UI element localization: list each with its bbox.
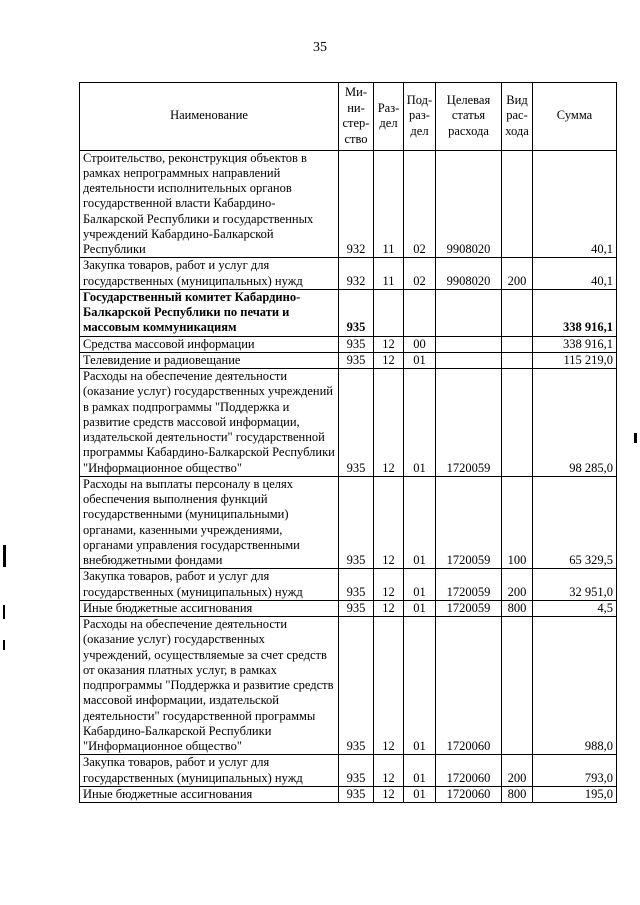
cell-subsection: 02 xyxy=(404,258,436,290)
cell-subsection: 02 xyxy=(404,150,436,258)
table-row xyxy=(80,476,617,569)
cell-sum: 98 285,0 xyxy=(533,369,617,477)
cell-target xyxy=(436,352,502,368)
cell-name: Государственный комитет Кабардино-Балкарской Республики по печати и массовым коммуникациям xyxy=(80,289,339,336)
cell-name: Строительство, реконструкция объектов в рамках непрограммных направлений деятельности исполнительных органов государственной власти Кабардино-Балкарской Республики и государственных учреждений Кабардино-Балкарской Республики xyxy=(80,150,339,258)
cell-sum: 115 219,0 xyxy=(533,352,617,368)
cell-subsection xyxy=(404,289,436,336)
cell-subsection: 00 xyxy=(404,336,436,352)
cell-ministry: 932 xyxy=(339,150,374,258)
header-ministry: Ми-ни-стер-ство xyxy=(339,83,374,151)
cell-type: 100 xyxy=(502,476,533,569)
cell-type xyxy=(502,617,533,755)
cell-target: 9908020 xyxy=(436,258,502,290)
cell-target: 1720059 xyxy=(436,369,502,477)
cell-sum: 40,1 xyxy=(533,150,617,258)
header-section: Раз-дел xyxy=(374,83,404,151)
cell-subsection: 01 xyxy=(404,569,436,601)
cell-section: 12 xyxy=(374,755,404,787)
cell-ministry: 935 xyxy=(339,786,374,802)
header-sum: Сумма xyxy=(533,83,617,151)
cell-name: Иные бюджетные ассигнования xyxy=(80,786,339,802)
cell-sum: 988,0 xyxy=(533,617,617,755)
header-target: Целевая статья расхода xyxy=(436,83,502,151)
cell-target: 1720060 xyxy=(436,786,502,802)
cell-name: Телевидение и радиовещание xyxy=(80,352,339,368)
scan-mark xyxy=(3,605,5,619)
cell-ministry: 935 xyxy=(339,617,374,755)
cell-subsection: 01 xyxy=(404,617,436,755)
cell-section: 12 xyxy=(374,369,404,477)
cell-ministry: 935 xyxy=(339,289,374,336)
cell-sum: 793,0 xyxy=(533,755,617,787)
cell-ministry: 935 xyxy=(339,336,374,352)
cell-subsection: 01 xyxy=(404,476,436,569)
cell-target: 1720059 xyxy=(436,569,502,601)
scan-mark xyxy=(3,545,6,567)
cell-subsection: 01 xyxy=(404,786,436,802)
cell-ministry: 935 xyxy=(339,369,374,477)
cell-target: 1720059 xyxy=(436,600,502,616)
cell-type xyxy=(502,289,533,336)
cell-section: 12 xyxy=(374,569,404,601)
cell-name: Закупка товаров, работ и услуг для государственных (муниципальных) нужд xyxy=(80,569,339,601)
table-row xyxy=(80,258,617,290)
cell-sum: 338 916,1 xyxy=(533,336,617,352)
scan-mark xyxy=(3,640,5,650)
cell-sum: 195,0 xyxy=(533,786,617,802)
cell-type xyxy=(502,150,533,258)
budget-table xyxy=(79,82,617,803)
header-name: Наименование xyxy=(80,83,339,151)
cell-name: Средства массовой информации xyxy=(80,336,339,352)
cell-name: Закупка товаров, работ и услуг для государственных (муниципальных) нужд xyxy=(80,258,339,290)
cell-section: 11 xyxy=(374,258,404,290)
cell-target xyxy=(436,336,502,352)
cell-section: 12 xyxy=(374,476,404,569)
cell-ministry: 935 xyxy=(339,569,374,601)
cell-type xyxy=(502,336,533,352)
cell-sum: 40,1 xyxy=(533,258,617,290)
header-row xyxy=(80,83,617,151)
table-row xyxy=(80,289,617,336)
cell-name: Иные бюджетные ассигнования xyxy=(80,600,339,616)
cell-target xyxy=(436,289,502,336)
cell-sum: 4,5 xyxy=(533,600,617,616)
cell-ministry: 935 xyxy=(339,755,374,787)
cell-target: 1720060 xyxy=(436,617,502,755)
cell-sum: 338 916,1 xyxy=(533,289,617,336)
cell-section: 11 xyxy=(374,150,404,258)
cell-ministry: 932 xyxy=(339,258,374,290)
header-subsection: Под-раз-дел xyxy=(404,83,436,151)
cell-sum: 32 951,0 xyxy=(533,569,617,601)
table-row xyxy=(80,369,617,477)
cell-type xyxy=(502,369,533,477)
table-body xyxy=(80,150,617,803)
cell-section: 12 xyxy=(374,352,404,368)
header-type: Вид рас-хода xyxy=(502,83,533,151)
cell-target: 9908020 xyxy=(436,150,502,258)
cell-ministry: 935 xyxy=(339,600,374,616)
table-row xyxy=(80,569,617,601)
table-row xyxy=(80,150,617,258)
cell-section xyxy=(374,289,404,336)
table-row xyxy=(80,336,617,352)
cell-sum: 65 329,5 xyxy=(533,476,617,569)
cell-type: 200 xyxy=(502,755,533,787)
cell-section: 12 xyxy=(374,617,404,755)
cell-type: 200 xyxy=(502,258,533,290)
table-row xyxy=(80,352,617,368)
cell-subsection: 01 xyxy=(404,755,436,787)
cell-name: Расходы на обеспечение деятельности (оказание услуг) государственных учреждений в рамках подпрограммы "Поддержка и развитие средств массовой информации, издательской деятельности" государственной программы Кабардино-Балкарской Республики "Информационное общество" xyxy=(80,369,339,477)
cell-name: Расходы на выплаты персоналу в целях обеспечения выполнения функций государственными (муниципальными) органами, казенными учреждениями, органами управления государственными внебюджетными фондами xyxy=(80,476,339,569)
cell-target: 1720059 xyxy=(436,476,502,569)
page-number: 35 xyxy=(313,40,327,55)
cell-subsection: 01 xyxy=(404,600,436,616)
table-row xyxy=(80,755,617,787)
table-row xyxy=(80,600,617,616)
cell-name: Расходы на обеспечение деятельности (оказание услуг) государственных учреждений, осуществляемые за счет средств от оказания платных услуг, в рамках подпрограммы "Поддержка и развитие средств массовой информации, издательской деятельности" государственной программы Кабардино-Балкарской Республики "Информационное общество" xyxy=(80,617,339,755)
cell-section: 12 xyxy=(374,600,404,616)
table-row xyxy=(80,617,617,755)
table-row xyxy=(80,786,617,802)
cell-ministry: 935 xyxy=(339,352,374,368)
cell-name: Закупка товаров, работ и услуг для государственных (муниципальных) нужд xyxy=(80,755,339,787)
cell-section: 12 xyxy=(374,336,404,352)
cell-subsection: 01 xyxy=(404,369,436,477)
cell-target: 1720060 xyxy=(436,755,502,787)
cell-type xyxy=(502,352,533,368)
cell-ministry: 935 xyxy=(339,476,374,569)
cell-type: 200 xyxy=(502,569,533,601)
scan-mark xyxy=(634,433,637,443)
cell-subsection: 01 xyxy=(404,352,436,368)
cell-type: 800 xyxy=(502,786,533,802)
cell-section: 12 xyxy=(374,786,404,802)
cell-type: 800 xyxy=(502,600,533,616)
